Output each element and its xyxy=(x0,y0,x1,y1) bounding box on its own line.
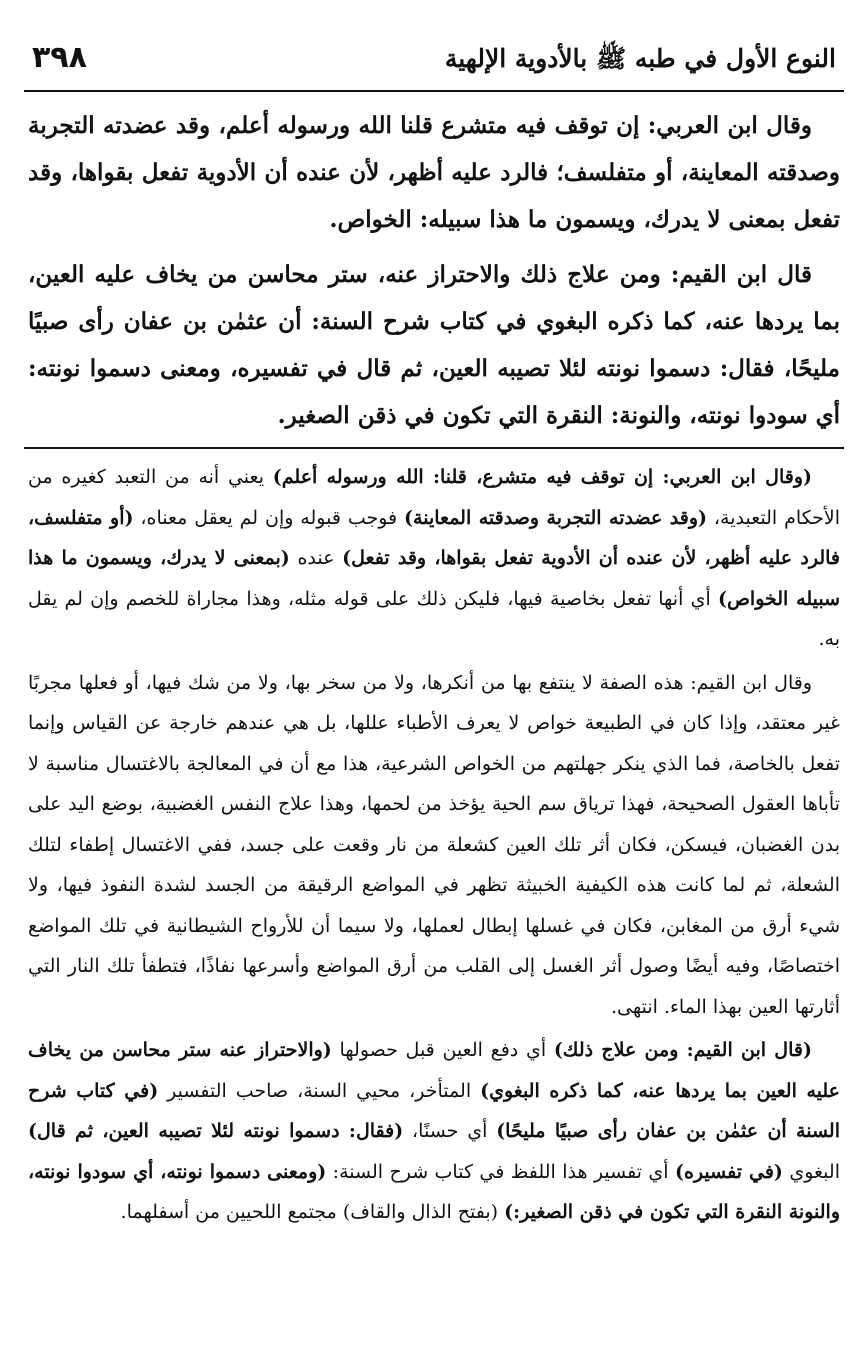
commentary-text: فوجب قبوله وإن لم يعقل معناه، xyxy=(133,506,405,529)
page-header xyxy=(24,40,844,88)
commentary-text: أي دفع العين قبل حصولها xyxy=(331,1039,554,1061)
quoted-main-text: (فقال: دسموا نونته لئلا تصيبه العين، ثم قال) xyxy=(28,1120,404,1142)
quoted-main-text: (في كتاب شرح السنة أن عثمٰن بن عفان رأى صبيًا مليحًا) xyxy=(28,1079,840,1142)
commentary xyxy=(24,457,844,1233)
commentary-paragraph xyxy=(24,1030,844,1233)
commentary-paragraph xyxy=(24,663,844,1028)
header-rule xyxy=(24,90,844,92)
book-page xyxy=(24,40,844,1236)
commentary-text: أي تفسير هذا اللفظ في كتاب شرح السنة: xyxy=(326,1160,675,1183)
page-number: ٣٩٨ xyxy=(32,40,87,75)
commentary-text: أي حسنًا، xyxy=(403,1120,497,1142)
commentary-text: وقال ابن القيم: هذه الصفة لا ينتفع بها من أنكرها، ولا من سخر بها، ولا من شك فيها، أو فعلها مجربًا غير معتقد، وإذا كان في الطبيعة خواص لا يعرف الأطباء عللها، بل هي عندهم خارجة عن القياس وإنما تفعل بالخاصة، فما الذي ينكر جهلتهم من الخواص الشرعية، هذا مع أن في المعالجة بالاغتسال مناسبة لا تأباها العقول الصحيحة، فهذا ترياق سم الحية يؤخذ من لحمها، وهذا علاج النفس الغضبية، بوضع اليد على بدن الغضبان، فيسكن، فكان أثر تلك العين كشعلة من نار وقعت على جسد، ففي الاغتسال إطفاء لتلك الشعلة، ثم لما كانت هذه الكيفية الخبيثة تظهر في المواضع الرقيقة من الجسد لشدة النفوذ فيها، ولا شيء أرق من المغابن، فكان في غسلها إبطال لعملها، ولا سيما أن للأرواح الشيطانية في تلك المواضع اختصاصًا، وفيه أيضًا وصول أثر الغسل إلى القلب من أرق المواضع وأسرعها نفاذًا، فتطفأ تلك النار التي أثارتها العين بهذا الماء. انتهى. xyxy=(28,671,840,1018)
running-title: النوع الأول في طبه ﷺ بالأدوية الإلهية xyxy=(444,44,836,73)
quoted-main-text: (بمعنى لا يدرك، ويسمون ما هذا سبيله الخواص) xyxy=(28,547,840,610)
commentary-text: البغوي xyxy=(782,1160,840,1183)
quoted-main-text: (أو متفلسف، فالرد عليه أظهر، لأن عنده أن الأدوية تفعل بقواها، وقد تفعل) xyxy=(28,506,841,569)
quoted-main-text: (ومعنى دسموا نونته، أي سودوا نونته، والنونة النقرة التي تكون في ذقن الصغير:) xyxy=(28,1160,840,1223)
main-text xyxy=(24,102,844,439)
main-paragraph: قال ابن القيم: ومن علاج ذلك والاحتراز عنه، ستر محاسن من يخاف عليه العين، بما يردها عنه، كما ذكره البغوي في كتاب شرح السنة: أن عثمٰن بن عفان رأى صبيًا مليحًا، فقال: دسموا نونته لئلا تصيبه العين، ثم قال في تفسيره، ومعنى دسموا نونته: أي سودوا نونته، والنونة: النقرة التي تكون في ذقن الصغير. xyxy=(28,261,840,429)
quoted-main-text: (في تفسيره) xyxy=(674,1160,783,1183)
main-paragraph: وقال ابن العربي: إن توقف فيه متشرع قلنا الله ورسوله أعلم، وقد عضدته التجربة وصدقته المعاينة، أو متفلسف؛ فالرد عليه أظهر، لأن عنده أن الأدوية تفعل بقواها، وقد تفعل بمعنى لا يدرك، ويسمون ما هذا سبيله: الخواص. xyxy=(28,112,840,233)
commentary-rule xyxy=(24,447,844,449)
commentary-text: عنده xyxy=(289,547,343,569)
commentary-text: يعني أنه من التعبد كغيره من الأحكام التعبدية، xyxy=(28,466,841,529)
commentary-paragraph xyxy=(24,457,844,660)
quoted-main-text: (وقال ابن العربي: إن توقف فيه متشرع، قلنا: الله ورسوله أعلم) xyxy=(272,466,812,488)
quoted-main-text: (وقد عضدته التجربة وصدقته المعاينة) xyxy=(404,506,707,529)
commentary-text: أي أنها تفعل بخاصية فيها، فليكن ذلك على قوله مثله، وهذا مجاراة للخصم وإن لم يقل به. xyxy=(28,587,840,650)
quoted-main-text: (والاحتراز عنه ستر محاسن من يخاف عليه العين بما يردها عنه، كما ذكره البغوي) xyxy=(28,1039,840,1102)
quoted-main-text: (قال ابن القيم: ومن علاج ذلك) xyxy=(553,1039,812,1061)
commentary-text: (بفتح الذال والقاف) مجتمع اللحيين من أسفلهما. xyxy=(120,1201,505,1223)
commentary-text: المتأخر، محيي السنة، صاحب التفسير xyxy=(158,1079,481,1102)
